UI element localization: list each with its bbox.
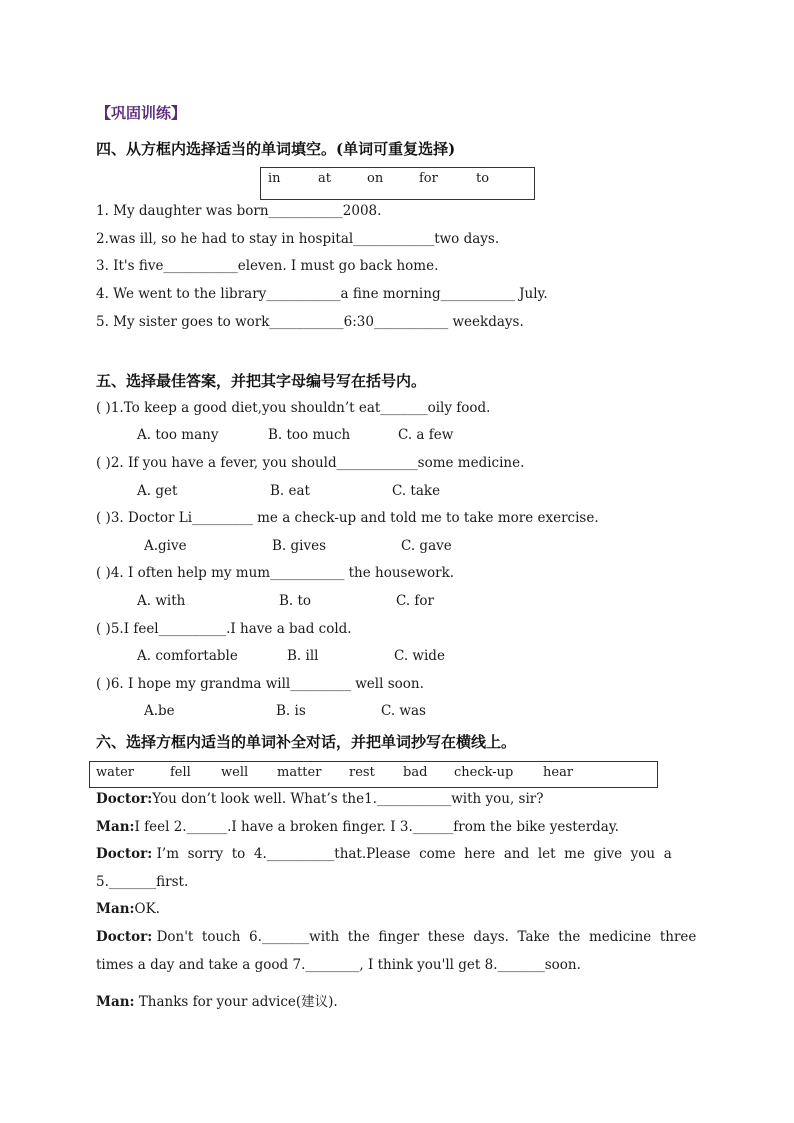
word-box-item: bad: [403, 765, 428, 780]
speaker-label: Man:: [96, 994, 135, 1010]
dialogue-line-5: [96, 901, 160, 917]
dialogue-text: 5._______first.: [96, 874, 189, 890]
section-header: 【巩固训练】: [96, 104, 187, 122]
word-box-item: water: [96, 765, 135, 780]
speaker-label: Doctor:: [96, 846, 153, 862]
word-box-item: rest: [349, 765, 375, 780]
dialogue-text: You don’t look well. What’s the1.___________with you, sir?: [152, 791, 544, 807]
option-a: A. comfortable: [137, 648, 238, 664]
option-a: A. get: [137, 483, 178, 499]
option-b: B. too much: [268, 427, 351, 443]
option-c: C. take: [392, 483, 441, 499]
option-c: C. a few: [398, 427, 454, 443]
word-box-item: fell: [170, 765, 191, 780]
dialogue-text: I’m sorry to 4.__________that.Please come here and let me give you a: [152, 846, 672, 862]
word-box-item: hear: [543, 765, 574, 780]
option-c: C. wide: [394, 648, 445, 664]
word-box-item: check-up: [454, 765, 514, 780]
question-5: ( )5.I feel__________.I have a bad cold.: [96, 621, 352, 637]
fill-blank-line-4: 4. We went to the library___________a fine morning___________ July.: [96, 286, 548, 302]
dialogue-line-1: [96, 791, 543, 807]
dialogue-text: Don't touch 6._______with the finger these days. Take the medicine three: [152, 929, 697, 945]
word-box-item: at: [318, 171, 331, 186]
question-1: ( )1.To keep a good diet,you shouldn’t eat_______oily food.: [96, 400, 491, 416]
section4-title: 四、从方框内选择适当的单词填空。(单词可重复选择): [96, 140, 456, 158]
word-box-item: to: [476, 171, 490, 186]
speaker-label: Man:: [96, 819, 135, 835]
dialogue-line-7: [96, 957, 581, 973]
speaker-label: Man:: [96, 901, 135, 917]
option-a: A.be: [144, 703, 175, 719]
question-3: ( )3. Doctor Li_________ me a check-up and told me to take more exercise.: [96, 510, 599, 526]
option-c: C. gave: [401, 538, 452, 554]
option-a: A. with: [137, 593, 186, 609]
speaker-label: Doctor:: [96, 929, 153, 945]
option-c: C. for: [396, 593, 435, 609]
word-box-item: matter: [277, 765, 322, 780]
dialogue-text: times a day and take a good 7.________, I think you'll get 8._______soon.: [96, 957, 581, 973]
option-b: B. to: [279, 593, 312, 609]
section5-title: 五、选择最佳答案，并把其字母编号写在括号内。: [96, 372, 427, 390]
dialogue-text: Thanks for your advice(建议).: [134, 994, 338, 1010]
question-4: ( )4. I often help my mum___________ the housework.: [96, 565, 455, 581]
word-box-item: on: [367, 171, 384, 186]
dialogue-text: I feel 2.______.I have a broken finger. I 3.______from the bike yesterday.: [134, 819, 619, 835]
word-box-item: in: [268, 171, 281, 186]
dialogue-line-3: [96, 846, 672, 862]
fill-blank-line-5: 5. My sister goes to work___________6:30___________ weekdays.: [96, 314, 524, 330]
question-2: ( )2. If you have a fever, you should____________some medicine.: [96, 455, 525, 471]
dialogue-line-4: [96, 874, 188, 890]
section6-word-box: [89, 761, 658, 788]
option-a: A. too many: [137, 427, 219, 443]
option-c: C. was: [381, 703, 426, 719]
option-b: B. is: [276, 703, 306, 719]
option-a: A.give: [144, 538, 187, 554]
speaker-label: Doctor:: [96, 791, 153, 807]
fill-blank-line-1: 1. My daughter was born___________2008.: [96, 203, 382, 219]
option-b: B. gives: [272, 538, 327, 554]
fill-blank-line-3: 3. It's five___________eleven. I must go back home.: [96, 258, 439, 274]
word-box-item: for: [419, 171, 438, 186]
dialogue-line-8: [96, 990, 338, 1010]
question-6: ( )6. I hope my grandma will_________ well soon.: [96, 676, 424, 692]
option-b: B. ill: [287, 648, 319, 664]
dialogue-line-6: [96, 929, 696, 945]
dialogue-line-2: [96, 819, 619, 835]
section4-word-box: [260, 167, 535, 200]
dialogue-text: OK.: [134, 901, 160, 917]
section6-title: 六、选择方框内适当的单词补全对话，并把单词抄写在横线上。: [96, 733, 517, 751]
option-b: B. eat: [270, 483, 310, 499]
word-box-item: well: [221, 765, 249, 780]
fill-blank-line-2: 2.was ill, so he had to stay in hospital____________two days.: [96, 231, 500, 247]
